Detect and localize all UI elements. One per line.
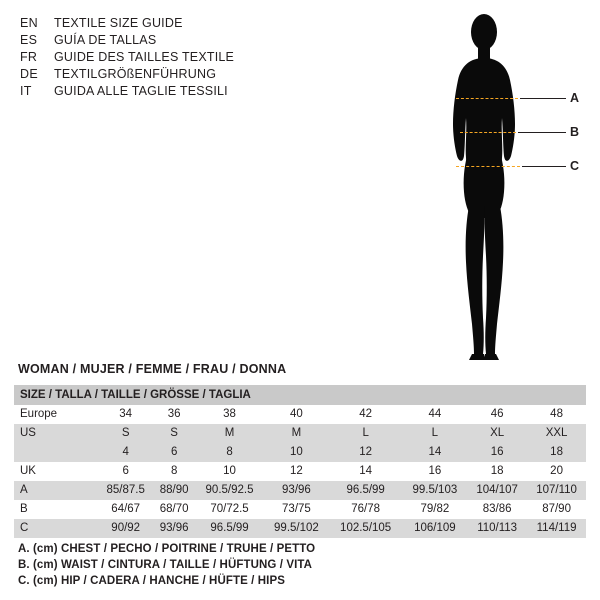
cell: S — [98, 424, 153, 443]
cell: 18 — [467, 462, 527, 481]
language-text: GUIDE DES TAILLES TEXTILE — [54, 50, 235, 64]
cell: 99.5/102 — [264, 519, 329, 538]
table-header-row — [14, 385, 586, 405]
measure-line-waist — [460, 132, 516, 133]
row-label: B — [14, 500, 98, 519]
cell: 76/78 — [329, 500, 403, 519]
cell: 8 — [195, 443, 264, 462]
cell: 64/67 — [98, 500, 153, 519]
language-code: DE — [20, 67, 38, 81]
cell: 99.5/103 — [403, 481, 468, 500]
cell: 106/109 — [403, 519, 468, 538]
language-row — [20, 50, 340, 67]
cell: S — [153, 424, 195, 443]
measure-leader-hip — [522, 166, 566, 167]
cell: 85/87.5 — [98, 481, 153, 500]
cell: 90/92 — [98, 519, 153, 538]
row-label: UK — [14, 462, 98, 481]
measurement-notes — [18, 541, 315, 589]
cell: 12 — [264, 462, 329, 481]
cell: 68/70 — [153, 500, 195, 519]
language-row — [20, 67, 340, 84]
female-silhouette-icon — [420, 6, 595, 376]
measure-label-a: A — [570, 91, 580, 105]
language-text: TEXTILGRÖßENFÜHRUNG — [54, 67, 217, 81]
language-list — [20, 16, 340, 101]
language-code: FR — [20, 50, 38, 64]
measure-line-hip — [456, 166, 520, 167]
cell: L — [403, 424, 468, 443]
cell: 44 — [403, 405, 468, 424]
cell: 114/119 — [527, 519, 586, 538]
table-row — [14, 519, 586, 538]
cell: 93/96 — [264, 481, 329, 500]
cell: 73/75 — [264, 500, 329, 519]
language-code: IT — [20, 84, 32, 98]
language-row — [20, 16, 340, 33]
cell: XL — [467, 424, 527, 443]
measure-label-b: B — [570, 125, 580, 139]
language-row — [20, 33, 340, 50]
cell: 8 — [153, 462, 195, 481]
table-row — [14, 405, 586, 424]
cell: 96.5/99 — [195, 519, 264, 538]
cell: 88/90 — [153, 481, 195, 500]
cell: 42 — [329, 405, 403, 424]
cell: 16 — [467, 443, 527, 462]
cell: 79/82 — [403, 500, 468, 519]
language-code: ES — [20, 33, 38, 47]
body-silhouette-figure — [420, 6, 595, 376]
cell: 90.5/92.5 — [195, 481, 264, 500]
cell: 6 — [98, 462, 153, 481]
cell: 46 — [467, 405, 527, 424]
cell: M — [264, 424, 329, 443]
cell: 10 — [195, 462, 264, 481]
cell: 12 — [329, 443, 403, 462]
table-row — [14, 481, 586, 500]
row-label: C — [14, 519, 98, 538]
table-row — [14, 443, 586, 462]
cell: 102.5/105 — [329, 519, 403, 538]
language-text: GUÍA DE TALLAS — [54, 33, 157, 47]
language-text: TEXTILE SIZE GUIDE — [54, 16, 183, 30]
cell: 4 — [98, 443, 153, 462]
language-code: EN — [20, 16, 38, 30]
cell: 14 — [403, 443, 468, 462]
language-text: GUIDA ALLE TAGLIE TESSILI — [54, 84, 228, 98]
measure-leader-waist — [518, 132, 566, 133]
measure-label-c: C — [570, 159, 580, 173]
row-label: US — [14, 424, 98, 443]
cell: 40 — [264, 405, 329, 424]
language-row — [20, 84, 340, 101]
cell: 34 — [98, 405, 153, 424]
cell: 48 — [527, 405, 586, 424]
table-row — [14, 424, 586, 443]
cell: M — [195, 424, 264, 443]
size-table — [14, 385, 586, 538]
cell: L — [329, 424, 403, 443]
cell: 18 — [527, 443, 586, 462]
cell: 93/96 — [153, 519, 195, 538]
row-label: A — [14, 481, 98, 500]
cell: 96.5/99 — [329, 481, 403, 500]
note-chest: A. (cm) CHEST / PECHO / POITRINE / TRUHE / PETTO — [18, 543, 316, 555]
cell: 6 — [153, 443, 195, 462]
measure-line-chest — [456, 98, 518, 99]
note-hip: C. (cm) HIP / CADERA / HANCHE / HÜFTE / HIPS — [18, 575, 286, 587]
cell: 70/72.5 — [195, 500, 264, 519]
cell: 10 — [264, 443, 329, 462]
cell: 110/113 — [467, 519, 527, 538]
row-label: Europe — [14, 405, 98, 424]
cell: 87/90 — [527, 500, 586, 519]
table-row — [14, 462, 586, 481]
section-title: WOMAN / MUJER / FEMME / FRAU / DONNA — [18, 362, 287, 376]
cell: 36 — [153, 405, 195, 424]
cell: 104/107 — [467, 481, 527, 500]
cell: XXL — [527, 424, 586, 443]
cell: 38 — [195, 405, 264, 424]
row-label — [14, 443, 98, 462]
table-row — [14, 500, 586, 519]
table-header-label: SIZE / TALLA / TAILLE / GRÖSSE / TAGLIA — [14, 385, 586, 405]
note-waist: B. (cm) WAIST / CINTURA / TAILLE / HÜFTUNG / VITA — [18, 559, 313, 571]
cell: 16 — [403, 462, 468, 481]
cell: 107/110 — [527, 481, 586, 500]
cell: 20 — [527, 462, 586, 481]
cell: 14 — [329, 462, 403, 481]
cell: 83/86 — [467, 500, 527, 519]
measure-leader-chest — [520, 98, 566, 99]
